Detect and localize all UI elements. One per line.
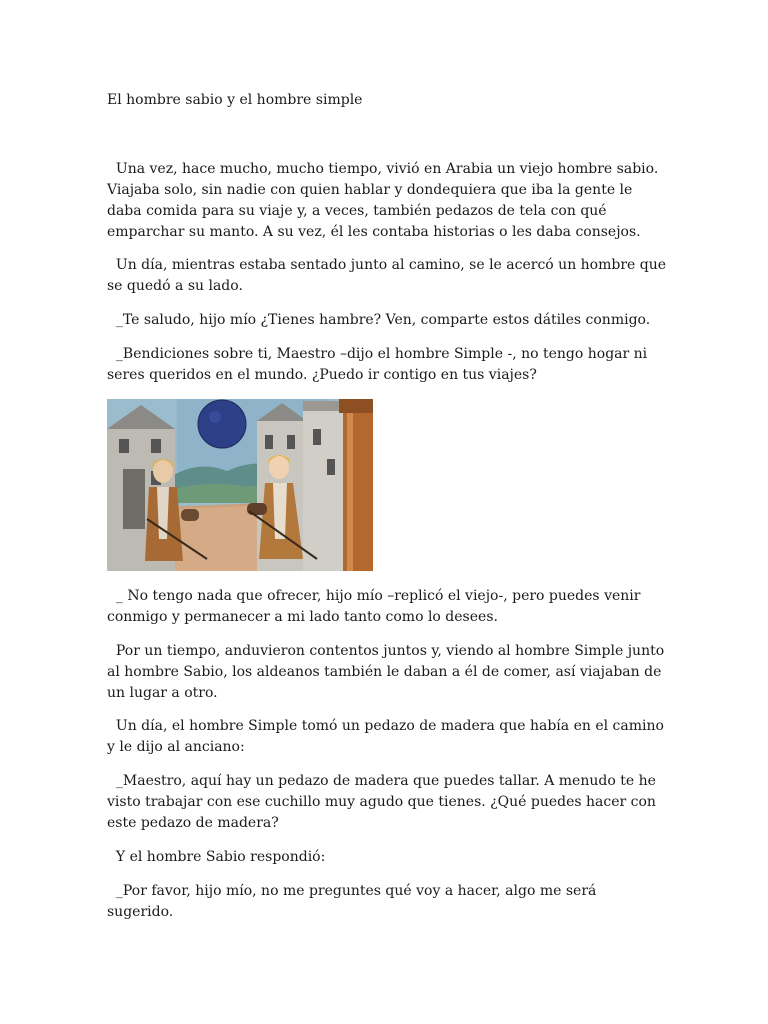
paragraph: _Bendiciones sobre ti, Maestro –dijo el hombre Simple -, no tengo hogar ni seres queridos en el mundo. ¿Puedo ir contigo en tus viajes? — [107, 346, 652, 383]
paragraph: Y el hombre Sabio respondió: — [107, 849, 326, 865]
paragraph: _ No tengo nada que ofrecer, hijo mío –replicó el viejo-, pero puedes venir conmigo y permanecer a mi lado tanto como lo desees. — [107, 588, 645, 625]
medieval-illustration — [107, 399, 373, 571]
document-title: El hombre sabio y el hombre simple — [107, 92, 363, 108]
illustration-image — [107, 399, 373, 571]
paragraph: _Te saludo, hijo mío ¿Tienes hambre? Ven, comparte estos dátiles conmigo. — [107, 312, 651, 328]
paragraph: _Por favor, hijo mío, no me preguntes qué voy a hacer, algo me será sugerido. — [107, 883, 601, 920]
paragraph: Por un tiempo, anduvieron contentos juntos y, viendo al hombre Simple junto al hombre Sabio, los aldeanos también le daban a él de comer, así viajaban de un lugar a otro. — [107, 643, 669, 701]
paragraph: Una vez, hace mucho, mucho tiempo, vivió en Arabia un viejo hombre sabio. Viajaba solo, sin nadie con quien hablar y dondequiera que iba la gente le daba comida para su viaje y, a veces, también pedazos de tela con qué emparchar su manto. A su vez, él les contaba historias o les daba consejos. — [107, 161, 663, 240]
paragraph: _Maestro, aquí hay un pedazo de madera que puedes tallar. A menudo te he visto trabajar con ese cuchillo muy agudo que tienes. ¿Qué puedes hacer con este pedazo de madera? — [107, 773, 661, 831]
paragraph: Un día, mientras estaba sentado junto al camino, se le acercó un hombre que se quedó a su lado. — [107, 257, 671, 294]
paragraph: Un día, el hombre Simple tomó un pedazo de madera que había en el camino y le dijo al anciano: — [107, 718, 669, 755]
